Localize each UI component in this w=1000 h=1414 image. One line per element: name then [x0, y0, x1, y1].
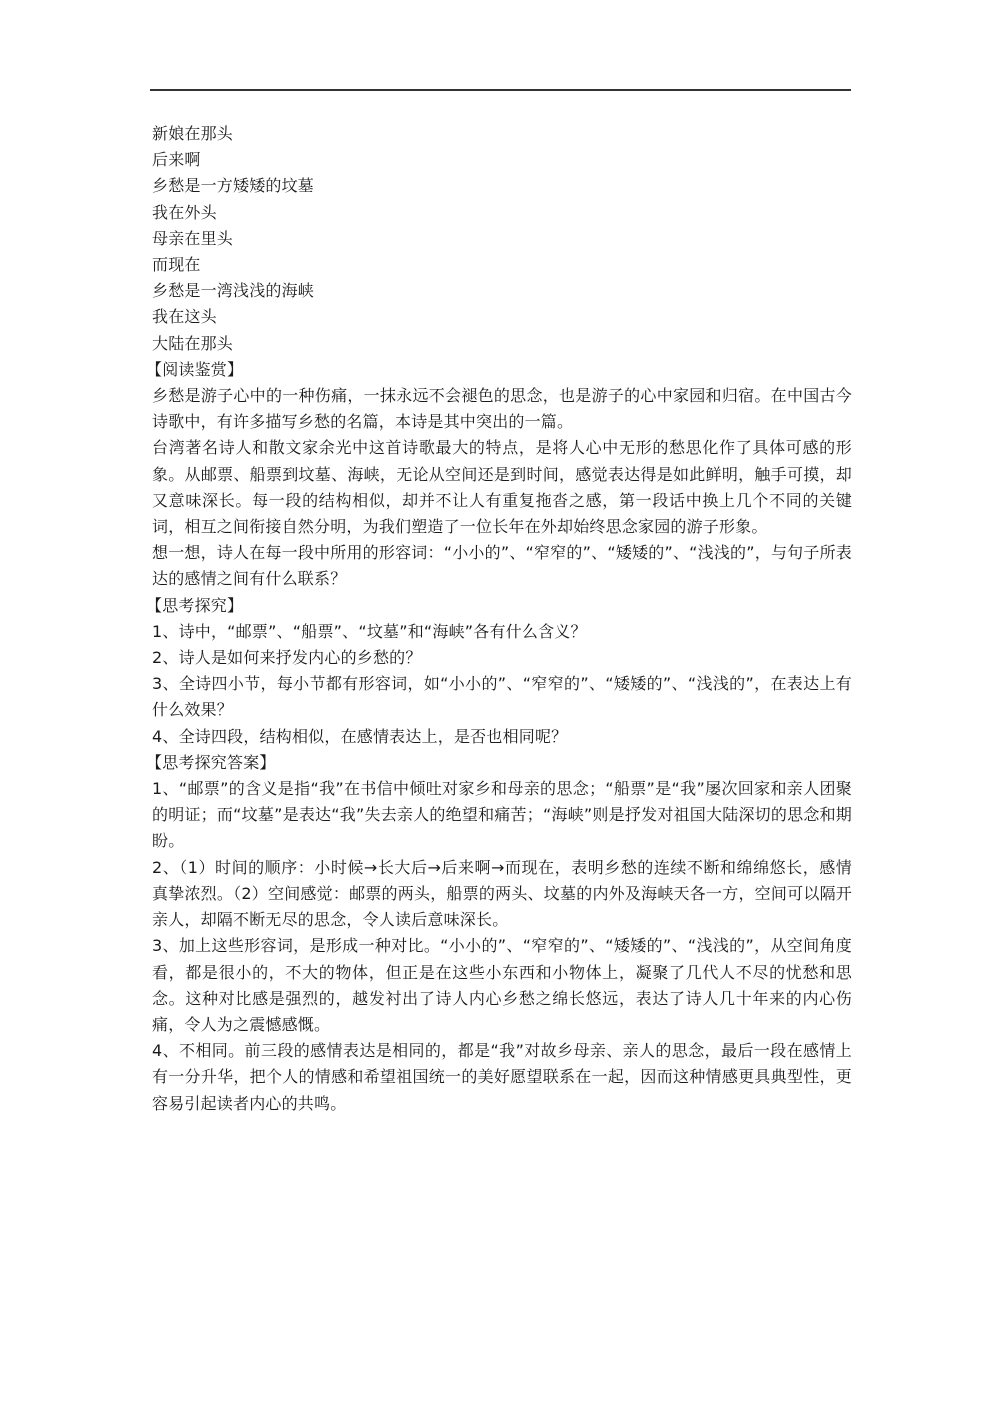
- answers-section: [146, 750, 852, 1117]
- poem-line: 乡愁是一湾浅浅的海峡: [152, 281, 315, 301]
- appreciation-heading: 【阅读鉴赏】: [146, 359, 244, 379]
- inquiry-question: 4、全诗四段，结构相似，在感情表达上，是否也相同呢？: [152, 726, 568, 746]
- inquiry-question: 2、诗人是如何来抒发内心的乡愁的？: [152, 648, 422, 668]
- appreciation-section: [146, 357, 852, 593]
- answer-paragraph: 2、（1）时间的顺序：小时候→长大后→后来啊→而现在，表明乡愁的连续不断和绵绵悠长，感情真挚浓烈。（2）空间感觉：邮票的两头，船票的两头、坟墓的内外及海峡天各一方，空间可以隔开亲人，却隔不断无尽的思念，令人读后意味深长。: [152, 857, 852, 930]
- poem-line: 后来啊: [152, 150, 201, 170]
- answer-paragraph: 3、加上这些形容词，是形成一种对比。“小小的”、“窄窄的”、“矮矮的”、“浅浅的”，从空间角度看，都是很小的，不大的物体，但正是在这些小东西和小物体上，凝聚了几代人不尽的忧愁和思念。这种对比感是强烈的，越发衬出了诗人内心乡愁之绵长悠远，表达了诗人几十年来的内心伤痛，令人为之震憾感慨。: [152, 936, 852, 1034]
- inquiry-question: 1、诗中，“邮票”、“船票”、“坟墓”和“海峡”各有什么含义？: [152, 621, 587, 641]
- answer-paragraph: 4、不相同。前三段的感情表达是相同的，都是“我”对故乡母亲、亲人的思念，最后一段在感情上有一分升华，把个人的情感和希望祖国统一的美好愿望联系在一起，因而这种情感更具典型性，更容易引起读者内心的共鸣。: [152, 1041, 852, 1113]
- inquiry-question: 3、全诗四小节，每小节都有形容词，如“小小的”、“窄窄的”、“矮矮的”、“浅浅的”，在表达上有什么效果？: [152, 674, 852, 720]
- poem-line: 我在外头: [152, 202, 217, 222]
- header-rule: [150, 89, 851, 91]
- document-body: [146, 121, 852, 1117]
- answer-paragraph: 1、“邮票”的含义是指“我”在书信中倾吐对家乡和母亲的思念；“船票”是“我”屡次回家和亲人团聚的明证；而“坟墓”是表达“我”失去亲人的绝望和痛苦；“海峡”则是抒发对祖国大陆深切的思念和期盼。: [152, 779, 852, 851]
- poem-line: 乡愁是一方矮矮的坟墓: [152, 176, 315, 196]
- poem-stanza: [152, 121, 852, 357]
- poem-line: 母亲在里头: [152, 228, 234, 248]
- poem-line: 而现在: [152, 255, 201, 275]
- appreciation-paragraph: 台湾著名诗人和散文家余光中这首诗歌最大的特点，是将人心中无形的愁思化作了具体可感的形象。从邮票、船票到坟墓、海峡，无论从空间还是到时间，感觉表达得是如此鲜明，触手可摸，却又意味深长。每一段的结构相似，却并不让人有重复拖沓之感，第一段话中换上几个不同的关键词，相互之间衔接自然分明，为我们塑造了一位长年在外却始终思念家园的游子形象。: [152, 438, 852, 537]
- inquiry-section: [146, 593, 852, 750]
- appreciation-paragraph: 乡愁是游子心中的一种伤痛，一抹永远不会褪色的思念，也是游子的心中家园和归宿。在中国古今诗歌中，有许多描写乡愁的名篇，本诗是其中突出的一篇。: [152, 386, 852, 432]
- poem-line: 大陆在那头: [152, 333, 234, 353]
- poem-line: 新娘在那头: [152, 124, 234, 143]
- inquiry-heading: 【思考探究】: [146, 595, 244, 615]
- answers-heading: 【思考探究答案】: [146, 752, 276, 772]
- appreciation-paragraph: 想一想，诗人在每一段中所用的形容词：“小小的”、“窄窄的”、“矮矮的”、“浅浅的”，与句子所表达的感情之间有什么联系？: [152, 543, 852, 589]
- poem-line: 我在这头: [152, 307, 217, 327]
